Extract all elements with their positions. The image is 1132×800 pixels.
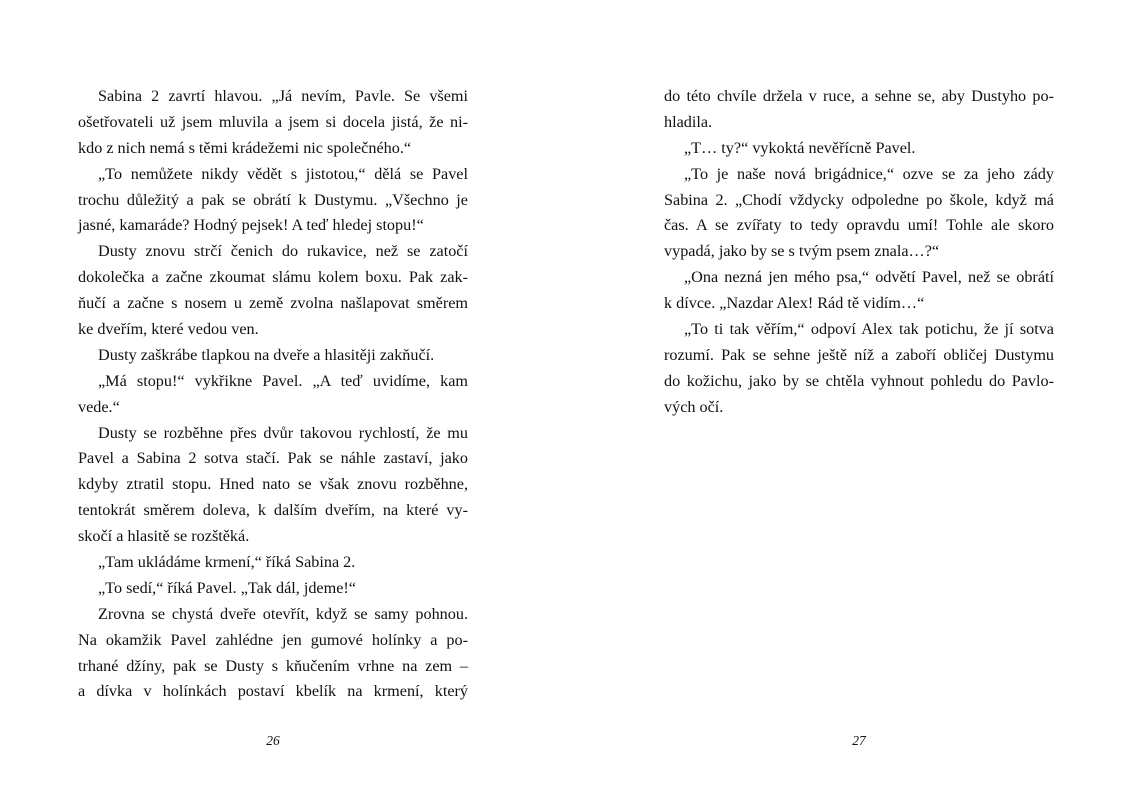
text-line: a dívka v holínkách postaví kbelík na krmení, který [78, 682, 468, 701]
text-line: Dusty znovu strčí čenich do rukavice, než se zatočí [98, 242, 468, 261]
text-line: ošetřovateli už jsem mluvila a jsem si docela jistá, že ni- [78, 112, 468, 131]
text-line: do této chvíle držela v ruce, a sehne se, aby Dustyho po- [664, 87, 1054, 105]
text-line: vypadá, jako by se s tvým psem znala…?“ [664, 242, 940, 261]
text-line: jasné, kamaráde? Hodný pejsek! A teď hledej stopu!“ [78, 216, 424, 235]
text-line: Pavel a Sabina 2 sotva stačí. Pak se náhle zastaví, jako [78, 449, 468, 468]
text-line: „To je naše nová brigádnice,“ ozve se za jeho zády [684, 164, 1054, 183]
text-line: Sabina 2. „Chodí vždycky odpoledne po škole, když má [664, 190, 1054, 209]
text-line: ňučí a začne s nosem u země zvolna našlapovat směrem [78, 294, 468, 313]
text-line: k dívce. „Nazdar Alex! Rád tě vidím…“ [664, 294, 925, 313]
text-line: trhané džíny, pak se Dusty s kňučením vrhne na zem – [78, 656, 468, 675]
text-line: dokolečka a začne zkoumat slámu kolem boxu. Pak zak- [78, 268, 468, 287]
text-line: kdyby ztratil stopu. Hned nato se však znovu rozběhne, [78, 475, 468, 494]
text-line: Na okamžik Pavel zahlédne jen gumové holínky a po- [78, 630, 468, 649]
right-page [566, 0, 1132, 800]
right-page-text [664, 84, 1054, 421]
text-line: ke dveřím, které vedou ven. [78, 320, 259, 339]
right-page-number: 27 [852, 733, 866, 748]
text-line: Sabina 2 zavrtí hlavou. „Já nevím, Pavle. Se všemi [98, 87, 468, 105]
text-line: Dusty zaškrábe tlapkou na dveře a hlasitěji zakňučí. [98, 345, 435, 364]
text-line: „Ona nezná jen mého psa,“ odvětí Pavel, než se obrátí [684, 268, 1054, 287]
text-line: tentokrát směrem doleva, k dalším dveřím, na které vy- [78, 501, 468, 520]
text-line: „T… ty?“ vykoktá nevěřícně Pavel. [684, 138, 916, 157]
text-line: vede.“ [78, 397, 120, 416]
text-line: „To sedí,“ říká Pavel. „Tak dál, jdeme!“ [98, 578, 356, 597]
text-line: do kožichu, jako by se chtěla vyhnout pohledu do Pavlo- [664, 371, 1054, 390]
text-line: skočí a hlasitě se rozštěká. [78, 527, 250, 546]
text-line: Dusty se rozběhne přes dvůr takovou rychlostí, že mu [98, 423, 468, 442]
text-line: „Má stopu!“ vykřikne Pavel. „A teď uvidíme, kam [98, 371, 468, 390]
text-line: trochu důležitý a pak se obrátí k Dustymu. „Všechno je [78, 190, 468, 209]
text-line: hladila. [664, 112, 713, 131]
text-line: kdo z nich nemá s těmi krádežemi nic společného.“ [78, 138, 412, 157]
left-page-text [78, 84, 468, 705]
text-line: vých očí. [664, 397, 724, 416]
left-page-number: 26 [266, 733, 280, 748]
text-line: „To ti tak věřím,“ odpoví Alex tak potichu, že jí sotva [684, 320, 1054, 339]
text-line: „Tam ukládáme krmení,“ říká Sabina 2. [98, 553, 356, 572]
text-line: čas. A se zvířaty to tedy opravdu umí! Tohle ale skoro [664, 216, 1054, 235]
text-line: rozumí. Pak se sehne ještě níž a zaboří obličej Dustymu [664, 345, 1054, 364]
text-line: „To nemůžete nikdy vědět s jistotou,“ dělá se Pavel [98, 164, 468, 183]
text-line: Zrovna se chystá dveře otevřít, když se samy pohnou. [98, 604, 468, 623]
